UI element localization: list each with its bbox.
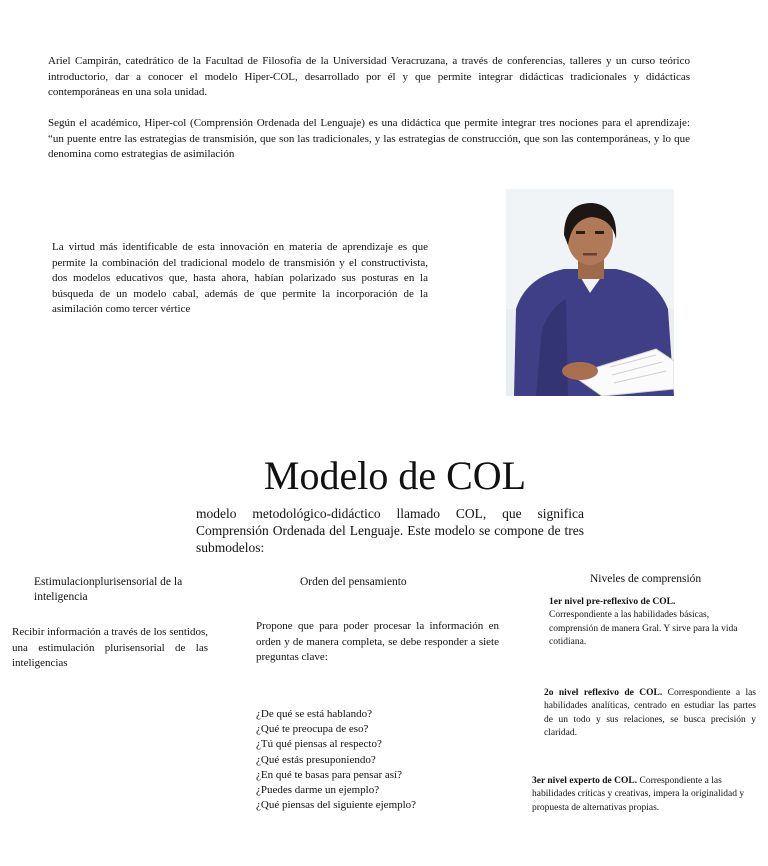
orden-text: Propone que para poder procesar la información en orden y de manera completa, se debe responder a siete preguntas clave: (256, 620, 499, 663)
question-item: ¿De qué se está hablando? (256, 708, 373, 720)
question-item: ¿En qué te basas para pensar así? (256, 768, 402, 781)
heading-niveles: Niveles de comprensión (590, 573, 702, 585)
portrait-photo (506, 189, 674, 396)
level-3 (532, 775, 760, 815)
question-item: ¿Qué piensas del siguiente ejemplo? (256, 799, 417, 812)
level-2-text: Correspondiente a las habilidades analíticas, centrado en estudiar las partes de un todo y sus relaciones, se busca precisión y claridad. (544, 688, 757, 739)
hand (562, 362, 598, 380)
mouth (583, 253, 597, 256)
level-1-title: 1er nivel pre-reflexivo de COL. (549, 597, 676, 607)
level-1 (549, 596, 759, 650)
eye-right (595, 231, 604, 234)
heading-orden: Orden del pensamiento (300, 576, 407, 588)
portrait-illustration (506, 189, 674, 396)
heading-estimulacion: Estimulacionplurisensorial de la inteligencia (34, 576, 183, 603)
estimulacion-text: Recibir información a través de los sentidos, una estimulación plurisensorial de las inteligencias (12, 626, 208, 669)
question-item: ¿Tú qué piensas al respecto? (256, 738, 382, 751)
level-3-title: 3er nivel experto de COL. (532, 776, 638, 786)
paragraph-hiper-col: Según el académico, Hiper-col (Comprensión Ordenada del Lenguaje) es una didáctica que permite integrar tres nociones para el aprendizaje: “un puente entre las estrategias de transmisión, que son las tradicionales, y las estrategias de construcción, que son las contemporáneas, y lo que denomina como estrategias de asimilación (48, 117, 690, 160)
question-item: ¿Qué te preocupa de eso? (256, 723, 369, 736)
questions-list (256, 707, 496, 813)
eye-left (576, 231, 585, 234)
question-item: ¿Puedes darme un ejemplo? (256, 784, 380, 797)
model-intro: modelo metodológico-didáctico llamado COL, que significa Comprensión Ordenada del Lenguaje. Este modelo se compone de tres submodelos: (196, 506, 584, 555)
level-3-text: Correspondiente a las habilidades críticas y creativas, impera la originalidad y propuesta de alternativas propias. (532, 776, 745, 813)
level-2 (544, 687, 756, 741)
model-title: Modelo de COL (263, 453, 527, 498)
paragraph-virtud: La virtud más identificable de esta innovación en materia de aprendizaje es que permite la combinación del tradicional modelo de transmisión y el constructivista, dos modelos educativos que, hasta ahora, habían polarizado sus posturas en la búsqueda de un modelo cabal, además de que permite la incorporación de la asimilación como tercer vértice (52, 241, 428, 315)
paragraph-campiran: Ariel Campirán, catedrático de la Facultad de Filosofía de la Universidad Veracruzana, a través de conferencias, talleres y un curso teórico introductorio, dar a conocer el modelo Hiper-COL, desarrollado por él y que permite integrar didácticas tradicionales y didácticas contemporáneas en una sola unidad. (48, 55, 690, 98)
level-2-title: 2o nivel reflexivo de COL. (544, 688, 663, 698)
question-item: ¿Qué estás presuponiendo? (256, 753, 376, 766)
level-1-text: Correspondiente a las habilidades básicas, comprensión de manera Gral. Y sirve para la vida cotidiana. (549, 610, 738, 648)
